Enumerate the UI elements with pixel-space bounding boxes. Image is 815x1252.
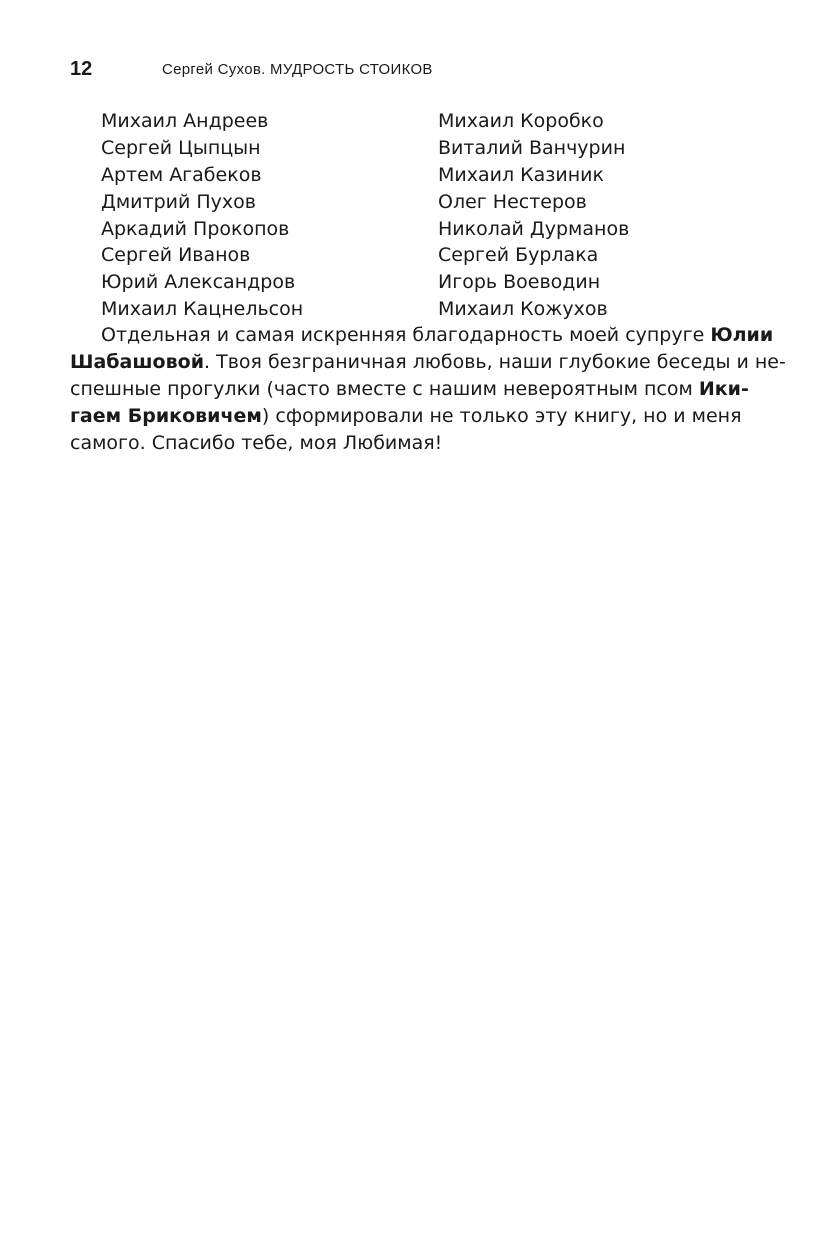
gratitude-paragraph	[70, 322, 786, 457]
paragraph-line	[70, 349, 786, 376]
bold-name: гаем Бриковичем	[70, 405, 262, 427]
name-left: Дмитрий Пухов	[101, 190, 256, 213]
name-left: Михаил Андреев	[101, 110, 269, 132]
name-row	[101, 242, 721, 269]
name-right: Николай Дурманов	[438, 217, 630, 240]
name-left: Аркадий Прокопов	[101, 217, 290, 240]
name-row	[101, 162, 721, 189]
paragraph-line	[70, 376, 749, 403]
name-left: Сергей Иванов	[101, 244, 251, 267]
name-row	[101, 108, 721, 135]
page-number: 12	[70, 58, 93, 80]
name-left: Артем Агабеков	[101, 163, 262, 186]
name-right: Игорь Воеводин	[438, 271, 601, 294]
paragraph-text: . Твоя безграничная любовь, наши глубокие беседы и не-	[204, 351, 786, 373]
name-row	[101, 296, 721, 323]
running-head: Сергей Сухов. МУДРОСТЬ СТОИКОВ	[162, 61, 433, 78]
name-left: Сергей Цыпцын	[101, 136, 261, 159]
name-row	[101, 216, 721, 243]
acknowledgements-name-list	[101, 108, 721, 323]
paragraph-line	[70, 430, 715, 457]
page-header	[70, 58, 715, 84]
bold-name: Юлии	[710, 324, 774, 346]
paragraph-text: Отдельная и самая искренняя благодарность моей супруге	[101, 324, 711, 346]
name-row	[101, 189, 721, 216]
name-row	[101, 135, 721, 162]
name-right: Михаил Кожухов	[438, 298, 608, 321]
paragraph-text: спешные прогулки (часто вместе с нашим невероятным псом	[70, 378, 699, 400]
name-left: Михаил Кацнельсон	[101, 298, 304, 321]
name-right: Михаил Казиник	[438, 163, 604, 186]
paragraph-text: ) сформировали не только эту книгу, но и меня	[261, 405, 742, 427]
bold-name: Шабашовой	[70, 351, 205, 373]
paragraph-text: самого. Спасибо тебе, моя Любимая!	[70, 432, 443, 454]
bold-name: Ики-	[698, 378, 749, 400]
name-right: Олег Нестеров	[438, 190, 587, 213]
name-left: Юрий Александров	[101, 271, 296, 294]
paragraph-line	[70, 403, 742, 430]
name-right: Сергей Бурлака	[438, 244, 599, 267]
name-row	[101, 269, 721, 296]
paragraph-line	[70, 322, 774, 349]
name-right: Михаил Коробко	[438, 110, 604, 132]
name-right: Виталий Ванчурин	[438, 136, 626, 159]
